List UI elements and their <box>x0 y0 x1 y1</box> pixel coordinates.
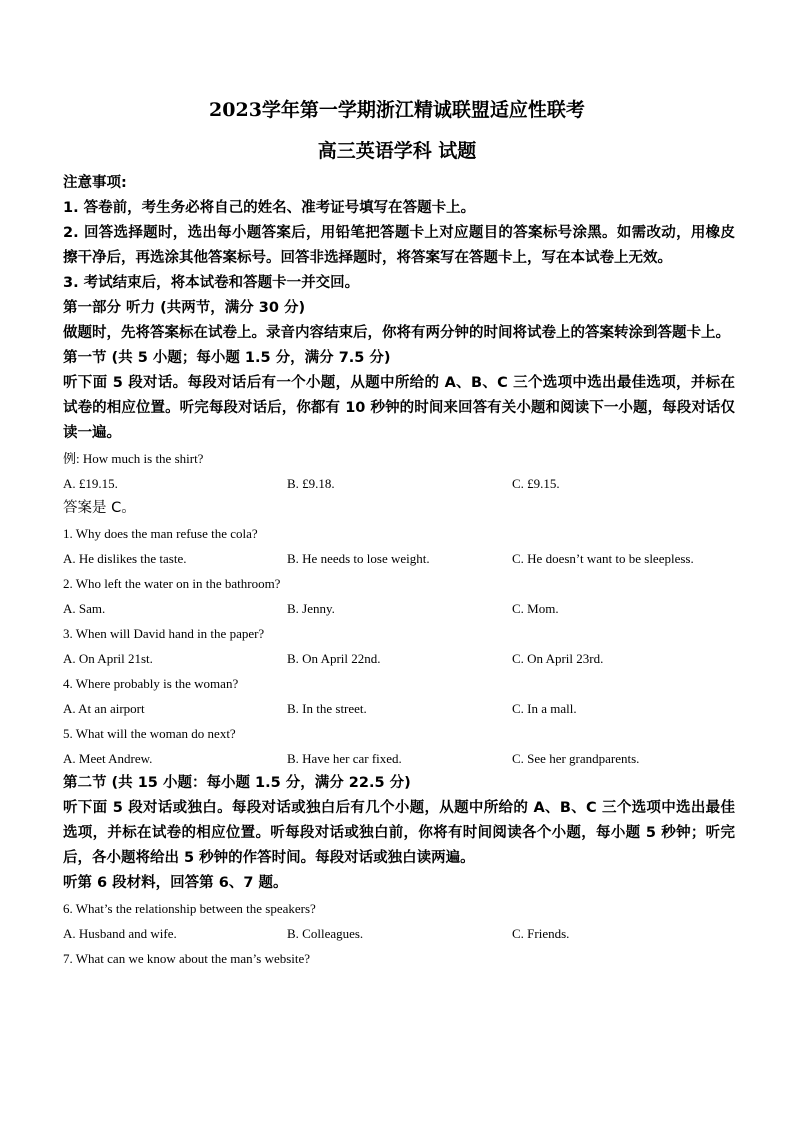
section1-heading: 第一节 (共 5 小题；每小题 1.5 分，满分 7.5 分) <box>63 350 391 366</box>
example-options <box>63 471 735 496</box>
question-2-options <box>63 596 735 621</box>
exam-content <box>63 171 735 971</box>
section2-heading: 第二节 (共 15 小题：每小题 1.5 分，满分 22.5 分) <box>63 775 411 791</box>
notes-heading: 注意事项: <box>63 175 127 191</box>
question-5-option-c: C. See her grandparents. <box>512 751 640 766</box>
question-6-options <box>63 921 735 946</box>
question-2-option-c: C. Mom. <box>512 601 559 616</box>
exam-title: 2023学年第一学期浙江精诚联盟适应性联考 <box>209 99 585 121</box>
question-1-option-a: A. He dislikes the taste. <box>63 551 187 566</box>
question-3-option-c: C. On April 23rd. <box>512 651 604 666</box>
material-6-heading: 听第 6 段材料，回答第 6、7 题。 <box>63 875 288 891</box>
question-3: 3. When will David hand in the paper? <box>63 626 265 641</box>
exam-subtitle: 高三英语学科 试题 <box>317 140 477 162</box>
question-1-option-c: C. He doesn’t want to be sleepless. <box>512 551 694 566</box>
question-5: 5. What will the woman do next? <box>63 726 236 741</box>
question-2-option-b: B. Jenny. <box>287 601 335 616</box>
question-4-option-c: C. In a mall. <box>512 701 577 716</box>
example-answer: 答案是 C。 <box>63 500 136 516</box>
part1-heading: 第一部分 听力 (共两节，满分 30 分) <box>63 300 306 316</box>
section1-instruction: 听下面 5 段对话。每段对话后有一个小题，从题中所给的 A、B、C 三个选项中选出最佳选项，并标在试卷的相应位置。听完每段对话后，你都有 10 秒钟的时间来回答有关小题和阅读下一小题，每段对话仅读一遍。 <box>63 375 735 441</box>
question-7: 7. What can we know about the man’s website? <box>63 951 311 966</box>
question-6-option-c: C. Friends. <box>512 926 570 941</box>
part1-instruction: 做题时，先将答案标在试卷上。录音内容结束后，你将有两分钟的时间将试卷上的答案转涂到答题卡上。 <box>63 325 730 341</box>
question-3-options <box>63 646 735 671</box>
question-4-option-a: A. At an airport <box>63 701 145 716</box>
note-item-1: 1. 答卷前，考生务必将自己的姓名、准考证号填写在答题卡上。 <box>63 200 476 216</box>
example-option-a: A. £19.15. <box>63 476 118 491</box>
question-1-option-b: B. He needs to lose weight. <box>287 551 430 566</box>
question-2: 2. Who left the water on in the bathroom? <box>63 576 281 591</box>
question-1: 1. Why does the man refuse the cola? <box>63 526 258 541</box>
question-2-option-a: A. Sam. <box>63 601 106 616</box>
question-5-option-b: B. Have her car fixed. <box>287 751 402 766</box>
example-option-b: B. £9.18. <box>287 476 335 491</box>
note-item-3: 3. 考试结束后，将本试卷和答题卡一并交回。 <box>63 275 360 291</box>
question-4-option-b: B. In the street. <box>287 701 367 716</box>
section2-instruction: 听下面 5 段对话或独白。每段对话或独白后有几个小题，从题中所给的 A、B、C 三个选项中选出最佳选项，并标在试卷的相应位置。听每段对话或独白前，你将有时间阅读各个小题，每小题 5 秒钟；听完后，各小题将给出 5 秒钟的作答时间。每段对话或独白读两遍。 <box>63 800 735 866</box>
question-6: 6. What’s the relationship between the speakers? <box>63 901 316 916</box>
question-5-options <box>63 746 735 771</box>
note-item-2: 2. 回答选择题时，选出每小题答案后，用铅笔把答题卡上对应题目的答案标号涂黑。如需改动，用橡皮擦干净后，再选涂其他答案标号。回答非选择题时，将答案写在答题卡上，写在本试卷上无效。 <box>63 225 735 266</box>
question-6-option-b: B. Colleagues. <box>287 926 364 941</box>
example-question: 例: How much is the shirt? <box>63 451 204 466</box>
question-4: 4. Where probably is the woman? <box>63 676 239 691</box>
question-3-option-a: A. On April 21st. <box>63 651 153 666</box>
example-option-c: C. £9.15. <box>512 476 560 491</box>
question-4-options <box>63 696 735 721</box>
question-6-option-a: A. Husband and wife. <box>63 926 177 941</box>
question-5-option-a: A. Meet Andrew. <box>63 751 153 766</box>
question-1-options <box>63 546 735 571</box>
question-3-option-b: B. On April 22nd. <box>287 651 381 666</box>
